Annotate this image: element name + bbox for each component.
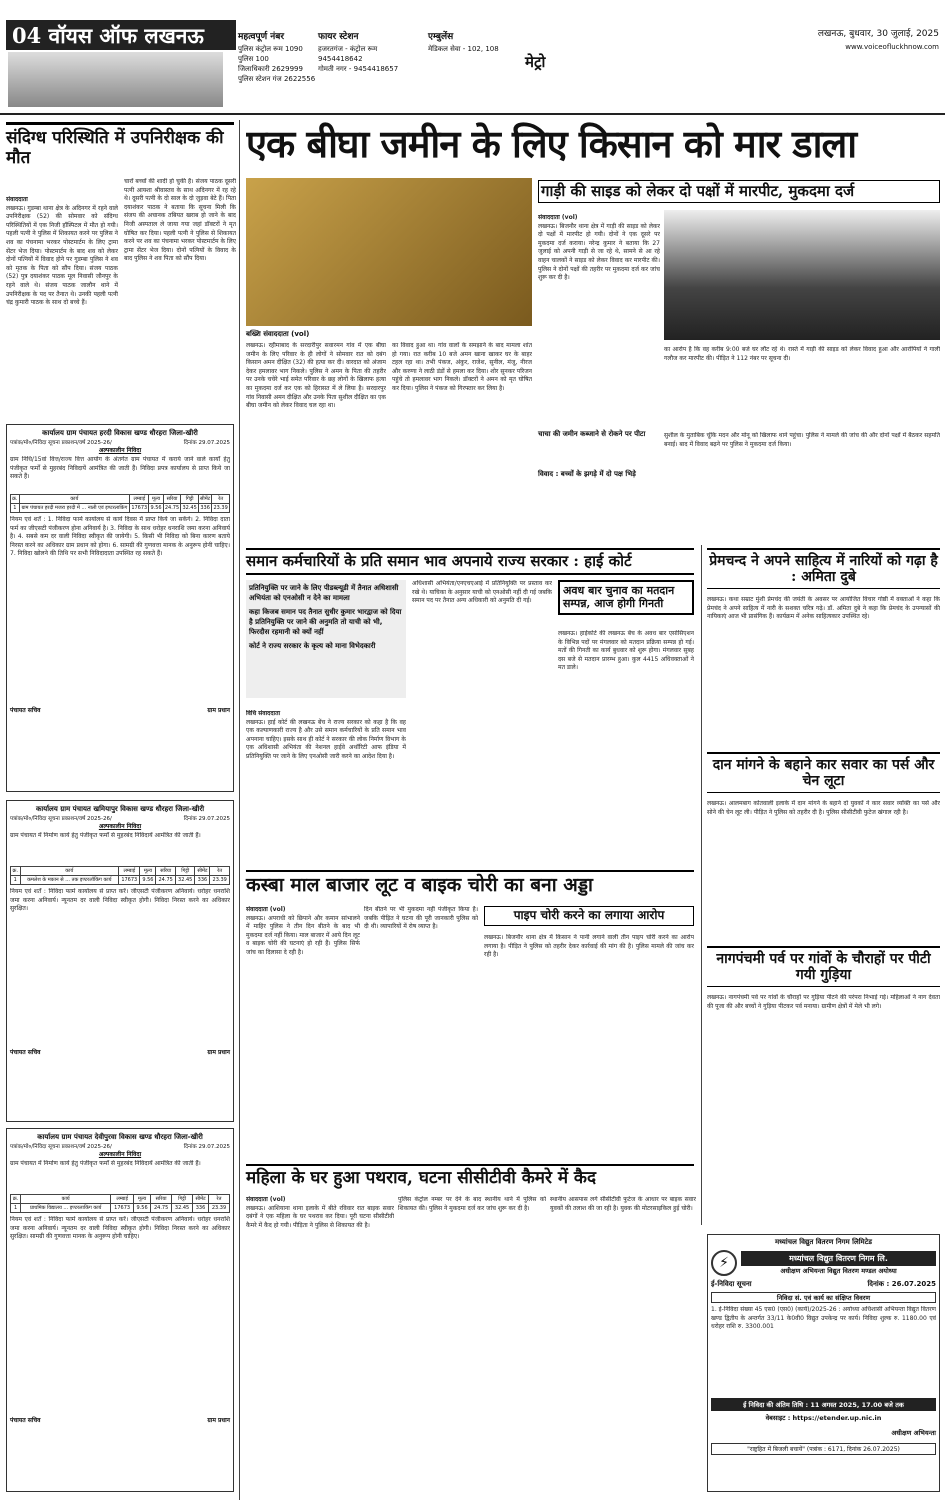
headline: नागपंचमी पर्व पर गांवों के चौराहों पर पीटी गयी गुड़िया bbox=[707, 946, 940, 987]
article-body: संवाददाता (vol) लखनऊ। अपराधी को छिपाने और कमान सांभालने में माहिर पुलिस ने तीन दिन बीतने के बाद भी मुकदमा दर्ज नहीं किया। माल बाजार में आये दिन लूट व बाइक चोरी की घटनाएं हो रही हैं। पुलिस सिर्फ जांच का दिलासा दे रही है। bbox=[246, 906, 360, 956]
article-body: लखनऊ। कथा सम्राट मुंशी प्रेमचंद की जयंती के अवसर पर आयोजित विचार गोष्ठी में वक्ताओं ने कहा कि प्रेमचंद ने अपने साहित्य में नारी के सशक्त चरित्र गढ़े। डॉ. अमिता दुबे ने कहा कि प्रेमचंद के उपन्यासों की नायिकाएं आज भी प्रासंगिक हैं। कार्यक्रम में अनेक साहित्यकार उपस्थित रहे। bbox=[707, 596, 940, 621]
ref: पत्रांक/मो०/निविदा सूचना प्रकाशन/वर्ष 2025-26/ bbox=[10, 1144, 112, 1150]
page-header bbox=[0, 0, 945, 115]
tender-title: कार्यालय ग्राम पंचायत खमियापुर विकास खण्ड धौरहरा जिला-खीरी bbox=[35, 805, 205, 813]
bullet: प्रतिनियुक्ति पर जाने के लिए पीडब्ल्यूडी में तैनात अधिशासी अभियंता को एनओसी न देने का मामला bbox=[249, 584, 399, 602]
signatory: ग्राम प्रधान bbox=[207, 1049, 230, 1056]
headline: दान मांगने के बहाने कार सवार का पर्स और चेन लूटा bbox=[707, 752, 940, 793]
section: निविदा सं. एवं कार्य का संक्षिप्त विवरण bbox=[711, 1292, 936, 1303]
skyline-image bbox=[8, 52, 223, 107]
signatory: ग्राम प्रधान bbox=[207, 707, 230, 714]
subhead: विवाद : बच्चों के झगड़े में दो पक्ष भिड़े bbox=[538, 470, 636, 478]
bullet: कहा किजब समान पद तैनात सुधीर कुमार भारद्वाज को दिया है प्रतिनियुक्ति पर जाने की अनुमति तो याची को भी, फिरदौस रहमानी को क्यों नहीं bbox=[249, 608, 402, 636]
article-body: लखनऊ। नागपंचमी पर्व पर गांवों के चौराहों पर गुड़िया पीटने की परंपरा निभाई गई। महिलाओं ने नाग देवता की पूजा की और बच्चों ने गुड़िया पीटकर पर्व मनाया। ग्रामीण क्षेत्रों में मेले भी लगे। bbox=[707, 994, 940, 1010]
signatory: ग्राम प्रधान bbox=[207, 1417, 230, 1424]
tender-table: क्र. कार्य लम्बाई मूल्य सरिया गिट्टी सीमेंट रेत 1 ग्राम पंचायत हरदी मजरा हरदी में ... नाली एवं इण्टरलाकिंग 17673 9.56 24.75 32.45 336 23.39 bbox=[12, 496, 228, 511]
crime-photo bbox=[246, 178, 532, 326]
fight-photo bbox=[664, 210, 940, 340]
ambulance: एम्बुलेंस मेडिकल सेवा - 102, 108 bbox=[428, 32, 499, 53]
tender-notice: कार्यालय ग्राम पंचायत देवीपुरवा विकास खण्ड धौरहरा जिला-खीरी पत्रांक/मो०/निविदा सूचना प्रकाशन/वर्ष 2025-26/ दिनांक 29.07.2025 अल्पकालीन निविदा ग्राम पंचायत में निर्माण कार्य हेतु पंजीकृत फर्मों से मुहरबंद निविदायें आमंत्रित की जाती हैं। क्र. कार्य लम्बाई मूल्य सरिया गिट्टी सीमेंट रेत 1 प्राथमिक विद्यालय ... इण्टरलाकिंग कार्य 17673 9.56 24.75 32.45 336 23.39 नियम एवं शर्तें : निविदा फार्म कार्यालय से प्राप्त करें। जीएसटी पंजीकरण अनिवार्य। धरोहर धनराशि जमा करना अनिवार्य। न्यूनतम दर वाली निविदा स्वीकृत होगी। निविदा निरस्त करने का अधिकार सुरक्षित। सामग्री की गुणवत्ता मानक के अनुरूप होनी चाहिए। पंचायत सचिव ग्राम प्रधान bbox=[6, 1128, 234, 1492]
ref: पत्रांक/मो०/निविदा सूचना प्रकाशन/वर्ष 2025-26/ bbox=[10, 816, 112, 822]
article-body: का आरोप है कि वह करीब 9:00 बजे घर लौट रहे थे। रास्ते में गाड़ी की साइड को लेकर विवाद हुआ और आरोपियों ने गाली गलौज कर मारपीट की। पीड़ित ने 112 नंबर पर सूचना दी। bbox=[664, 346, 940, 362]
headline: संदिग्ध परिस्थिति में उपनिरीक्षक की मौत bbox=[6, 122, 234, 168]
ad-top: मध्यांचल विद्युत वितरण निगम लिमिटेड bbox=[774, 1238, 872, 1246]
article-body: लखनऊ। हाईकोर्ट की लखनऊ बेंच के अवध बार एसोसिएशन के विभिन्न पदों पर मंगलवार को मतदान प्रक्रिया सम्पन्न हो गई। मतों की गिनती का कार्य बुधवार को शुरू होगा। मंगलवार सुबह दस बजे से मतदान प्रारम्भ हुआ। कुल 4415 अधिवक्ताओं ने मत डाले। bbox=[558, 630, 694, 672]
signatory: पंचायत सचिव bbox=[10, 707, 41, 714]
headline: प्रेमचन्द ने अपने साहित्य में नारियों को गढ़ा है : अमिता दुबे bbox=[707, 548, 940, 589]
article-body: चारों बच्चों की शादी हो चुकी है। संजय पाठक दूसरी पत्नी आयशा श्रीवास्तव के साथ अदिनगर में रह रहे थे। दूसरी पत्नी के दो साल के दो जुड़वा बेटे हैं। पिता दयाशंकर पाठक ने बताया कि सूचना मिली कि संजय की अचानक तबियत खराब हो जाने के बाद निजी अस्पताल ले जाया गया जहां डॉक्टरों ने मृत घोषित कर दिया। पहली पत्नी ने पुलिस से शिकायत करने पर शव का पंचनामा भरकर पोस्टमार्टम के लिए ट्रामा सेंटर भेज दिया। दोनों पत्नियों के विवाद के बाद पुलिस ने शव पिता को सौंप दिया। bbox=[124, 178, 236, 263]
headline: गाड़ी की साइड को लेकर दो पक्षों में मारपीट, मुकदमा दर्ज bbox=[538, 180, 940, 203]
sub: अल्पकालीन निविदा bbox=[98, 823, 142, 830]
date: दिनांक : 26.07.2025 bbox=[867, 1280, 936, 1288]
article-body: दिन बीतने पर भी मुकदमा नहीं पंजीकृत किया है। जबकि पीड़ित ने घटना की पूरी जानकारी पुलिस को दी थी। व्यापारियों में रोष व्याप्त है। bbox=[364, 906, 478, 931]
deadline: ई निविदा की अंतिम तिथि : 11 अगस्त 2025, 17.00 बजे तक bbox=[711, 1398, 936, 1411]
left-story bbox=[6, 122, 234, 168]
article-body: पुलिस कंट्रोल नम्बर पर देने के बाद स्थानीय थाने में पुलिस को शिकायत की। पुलिस ने मुकदमा दर्ज कर जांच शुरू कर दी है। bbox=[398, 1196, 546, 1212]
article-body: संवाददाता लखनऊ। गुडम्बा थाना क्षेत्र के अदिनगर में रहने वाले उपनिरीक्षक (52) की सोमवार को संदिग्ध परिस्थितियों में एक निजी हॉस्पिटल में मौत हो गयी। पहली पत्नी ने पुलिस में शिकायत करने पर पुलिस ने शव का पंचनामा भरकर पोस्टमार्टम के लिए ट्रामा सेंटर भेज दिया। पोस्टमार्टम के बाद शव को लेकर दोनों पत्नियों में विवाद होने पर गुडम्बा पुलिस ने शव को मृतक के पिता को सौंप दिया। संजय पाठक (52) पुत्र दयाशंकर पाठक मूल निवासी जौनपुर के रहने वाले थे। संजय पाठक जालौन थाने में उपनिरीक्षक के पद पर तैनात थे। उनकी पहली पत्नी चंद्र कुमारी पाठक के साथ दो बच्चे हैं। bbox=[6, 196, 118, 307]
article-body: लखनऊ। आलमबाग कोतवाली इलाके में दान मांगने के बहाने दो युवकों ने कार सवार व्यक्ति का पर्स और सोने की चेन लूट ली। पीड़ित ने पुलिस को तहरीर दी है। पुलिस सीसीटीवी फुटेज खंगाल रही है। bbox=[707, 800, 940, 816]
ad-footer: "राष्ट्रहित में बिजली बचायें" (पत्रांक : 6171, दिनांक 26.07.2025) bbox=[711, 1443, 936, 1455]
headline: कस्बा माल बाजार लूट व बाइक चोरी का बना अड्डा bbox=[246, 870, 694, 897]
article-body: लखनऊ। बिजनौर थाना क्षेत्र में किसान ने पानी लगाने वाली तीन पाइप चोरी करने का आरोप लगाया है। पीड़ित ने पुलिस को तहरीर देकर कार्रवाई की मांग की है। पुलिस मामले की जांच कर रही है। bbox=[484, 934, 694, 959]
headline: पाइप चोरी करने का लगाया आरोप bbox=[484, 906, 694, 926]
article-body: संवाददाता (vol) लखनऊ। बिजनौर थाना क्षेत्र में गाड़ी की साइड को लेकर दो पक्षों में मारपीट हो गयी। दोनों ने एक दूसरे पर मुकदमा दर्ज कराया। नरेन्द्र कुमार ने बताया कि 27 जुलाई को अपनी गाड़ी से जा रहे थे, सामने से आ रहे वाहन चालकों ने साइड को लेकर विवाद कर मारपीट की। पुलिस ने दोनों पक्षों की तहरीर पर मुकदमा दर्ज कर जांच शुरू कर दी है। bbox=[538, 214, 660, 282]
date: दिनांक 29.07.2025 bbox=[183, 816, 230, 822]
ref: पत्रांक/मो०/निविदा सूचना प्रकाशन/वर्ष 2025-26/ bbox=[10, 440, 112, 446]
signatory: पंचायत सचिव bbox=[10, 1049, 41, 1056]
masthead: 04 वॉयस ऑफ लखनऊ bbox=[6, 20, 236, 50]
electricity-ad bbox=[707, 1234, 940, 1492]
important-numbers: महत्वपूर्ण नंबर पुलिस कंट्रोल रूम 1090 पुलिस 100 जिलाधिकारी 2629999 पुलिस स्टेशन गंज 2622556 bbox=[238, 32, 316, 83]
ad-sub: अधीक्षण अभियन्ता विद्युत वितरण मण्डल अयोध्या bbox=[780, 1267, 897, 1275]
sub: अल्पकालीन निविदा bbox=[98, 1151, 142, 1158]
column-divider bbox=[701, 545, 702, 1225]
fire-station: फायर स्टेशन हजरतगंज - कंट्रोल रूम 9454418642 गोमती नगर - 9454418657 bbox=[318, 32, 399, 73]
tender-notice: कार्यालय ग्राम पंचायत खमियापुर विकास खण्ड धौरहरा जिला-खीरी पत्रांक/मो०/निविदा सूचना प्रकाशन/वर्ष 2025-26/ दिनांक 29.07.2025 अल्पकालीन निविदा ग्राम पंचायत में निर्माण कार्य हेतु पंजीकृत फर्मों से मुहरबंद निविदायें आमंत्रित की जाती हैं। क्र. कार्य लम्बाई मूल्य सरिया गिट्टी सीमेंट रेत 1 कमलेश के मकान से ... तक इण्टरलॉकिंग कार्य 17673 9.56 24.75 32.45 336 23.39 नियम एवं शर्तें : निविदा फार्म कार्यालय से प्राप्त करें। जीएसटी पंजीकरण अनिवार्य। धरोहर धनराशि जमा करना अनिवार्य। न्यूनतम दर वाली निविदा स्वीकृत होगी। निविदा निरस्त करने का अधिकार सुरक्षित। पंचायत सचिव ग्राम प्रधान bbox=[6, 800, 234, 1122]
tender-table: क्र. कार्य लम्बाई मूल्य सरिया गिट्टी सीमेंट रेत 1 प्राथमिक विद्यालय ... इण्टरलाकिंग कार्य 17673 9.56 24.75 32.45 336 23.39 bbox=[10, 1194, 230, 1213]
article-body: स्थानीय आसपास लगे सीसीटीवी फुटेज के आधार पर बाइक सवार युवकों की तलाश की जा रही है। युवक की मोटरसाइकिल हुई चोरी। bbox=[550, 1196, 696, 1212]
tender-notice: कार्यालय ग्राम पंचायत हरदी विकास खण्ड धौरहरा जिला-खीरी पत्रांक/मो०/निविदा सूचना प्रकाशन/वर्ष 2025-26/ दिनांक 29.07.2025 अल्पकालीन निविदा ग्राम निधि/15वां वित्त/राज्य वित्त आयोग के अंतर्गत ग्राम पंचायत में कराये जाने वाले कार्यों हेतु पंजीकृत फर्मों से मुहरबंद निविदायें आमंत्रित की जाती हैं। निविदा प्रपत्र कार्यालय से प्राप्त किये जा सकते हैं। क्र. कार्य लम्बाई मूल्य सरिया गिट्टी सीमेंट रेत 1 ग्राम पंचायत हरदी मजरा हरदी में ... नाली एवं इण्टरलाकिंग 17673 9.56 24.75 32.45 336 23.39 नियम एवं शर्तें : 1. निविदा फार्म कार्यालय से कार्य दिवस में प्राप्त किये जा सकेंगे। 2. निविदा दाता फर्म का जीएसटी पंजीकरण होना अनिवार्य है। 3. निविदा के साथ धरोहर धनराशि जमा करना अनिवार्य है। 4. सबसे कम दर वाली निविदा स्वीकृत की जायेगी। 5. किसी भी निविदा को बिना कारण बताये निरस्त करने का अधिकार ग्राम प्रधान को होगा। 6. सामग्री की गुणवत्ता मानक के अनुरूप होनी चाहिए। 7. निविदा खोलने की तिथि पर सभी निविदादाता उपस्थित रह सकते हैं। पंचायत सचिव ग्राम प्रधान bbox=[6, 424, 234, 792]
dateline: लखनऊ, बुधवार, 30 जुलाई, 2025 www.voiceofluckhnow.com bbox=[817, 29, 939, 51]
tender-table: क्र. कार्य लम्बाई मूल्य सरिया गिट्टी सीमेंट रेत 1 कमलेश के मकान से ... तक इण्टरलॉकिंग कार्य 17673 9.56 24.75 32.45 336 23.39 bbox=[10, 866, 230, 885]
article-body: का विवाद हुआ था। गांव वालों के समझाने के बाद मामला शांत हो गया। रात करीब 10 बजे अमन खाना खाकर घर के बाहर टहल रहा था। तभी पंकज, अंकुर, राजेश, सुनील, मंजू, नीरज और करुणा ने लाठी डंडों से हमला कर दिया। शोर सुनकर परिजन पहुंचे तो हमलावर भाग निकले। डॉक्टरों ने अमन को मृत घोषित कर दिया। पुलिस ने पंकज को गिरफ्तार कर लिया है। bbox=[392, 342, 532, 392]
article-body: विधि संवाददाता लखनऊ। हाई कोर्ट की लखनऊ बेंच ने राज्य सरकार को कहा है कि वह एक कल्याणकारी राज्य है और उसे समान कर्मचारियों के प्रति समान भाव अपनाना चाहिए। इसके साथ ही कोर्ट ने सरकार की लोक निर्माण विभाग के एक अधिशासी अभियंता की नेशनल हाईवे अथॉरिटी आफ इंडिया में प्रतिनियुक्ति पर जाने के लिए एनओसी जारी करने का आदेश दिया है। bbox=[246, 710, 406, 760]
date: दिनांक 29.07.2025 bbox=[183, 440, 230, 446]
subhead: चाचा की जमीन कब्जाने से रोकने पर पीटा bbox=[538, 430, 646, 438]
headline: अवध बार चुनाव का मतदान सम्पन्न, आज होगी गिनती bbox=[558, 580, 694, 615]
date: दिनांक 29.07.2025 bbox=[183, 1144, 230, 1150]
signatory: पंचायत सचिव bbox=[10, 1417, 41, 1424]
main-headline: एक बीघा जमीन के लिए किसान को मार डाला bbox=[246, 122, 857, 166]
ad-bar: मध्यांचल विद्युत वितरण निगम लि. bbox=[741, 1251, 936, 1266]
section-label: मेट्रो bbox=[525, 53, 546, 71]
bullet: कोर्ट ने राज्य सरकार के कृत्य को माना विभेदकारी bbox=[249, 642, 376, 650]
signatory: अधीक्षण अभियन्ता bbox=[891, 1429, 936, 1437]
ad-body: 1. ई-निविदा संख्या 45 एस0 (एस0) (कार्य)/2025-26 : अयोध्या अधिशासी अभियन्ता विद्युत वितरण खण्ड द्वितीय के अन्तर्गत 33/11 के0वी0 विद्युत उपकेन्द्र पर कार्य। निविदा शुल्क रु. 1180.00 एवं धरोहर राशि रु. 3300.001 bbox=[711, 1306, 936, 1331]
sub: अल्पकालीन निविदा bbox=[98, 447, 142, 454]
website-link[interactable]: वेबसाइट : https://etender.up.nic.in bbox=[765, 1414, 882, 1422]
bullet-box bbox=[246, 580, 406, 698]
etender-title: ई-निविदा सूचना bbox=[711, 1280, 752, 1288]
caption: बख्शि संवाददाता (vol) bbox=[246, 330, 310, 338]
article-body: संवाददाता (vol) लखनऊ। आशियाना थाना इलाके में बीते रविवार रात बाइक सवार दबंगों ने एक महिला के घर पथराव कर दिया। पूरी घटना सीसीटीवी कैमरे में कैद हो गयी। पीड़िता ने पुलिस से शिकायत की है। bbox=[246, 1196, 394, 1229]
column-divider bbox=[239, 120, 240, 1500]
headline: समान कर्मचारियों के प्रति समान भाव अपनाये राज्य सरकार : हाई कोर्ट bbox=[246, 548, 694, 575]
article-body: अधिशासी अभियंता/एनएचएआई में प्रतिनियुक्ति पर प्रस्ताव कर रखे थे। याचिका के अनुसार याची को एनओसी नहीं दी गई जबकि समान पद पर तैनात अन्य अधिकारी को अनुमति दी गई। bbox=[412, 580, 552, 605]
bolt-icon: ⚡ bbox=[711, 1250, 737, 1276]
headline: महिला के घर हुआ पथराव, घटना सीसीटीवी कैमरे में कैद bbox=[246, 1164, 694, 1189]
article-body: लखनऊ। रहीमाबाद के सरदारीपुर सवारमन गांव में एक बीघा जमीन के लिए परिवार के ही लोगों ने सोमवार रात को दबंग किसान अमन दीक्षित (32) की हत्या कर दी। वारदात को अंजाम देकर हमलावर भाग निकले। पुलिस ने अमन के पिता की तहरीर पर उनके चचेरे भाई समेत परिवार के छह लोगों के खिलाफ हत्या का मुकदमा दर्ज कर एक को हिरासत में ले लिया है। सरदारपुर गांव निवासी अमन दीक्षित और उनके पिता सुशील दीक्षित का एक बीघा जमीन को लेकर विवाद चल रहा था। bbox=[246, 342, 386, 410]
tender-title: कार्यालय ग्राम पंचायत देवीपुरवा विकास खण्ड धौरहरा जिला-खीरी bbox=[37, 1133, 203, 1141]
tender-title: कार्यालय ग्राम पंचायत हरदी विकास खण्ड धौरहरा जिला-खीरी bbox=[42, 429, 198, 437]
